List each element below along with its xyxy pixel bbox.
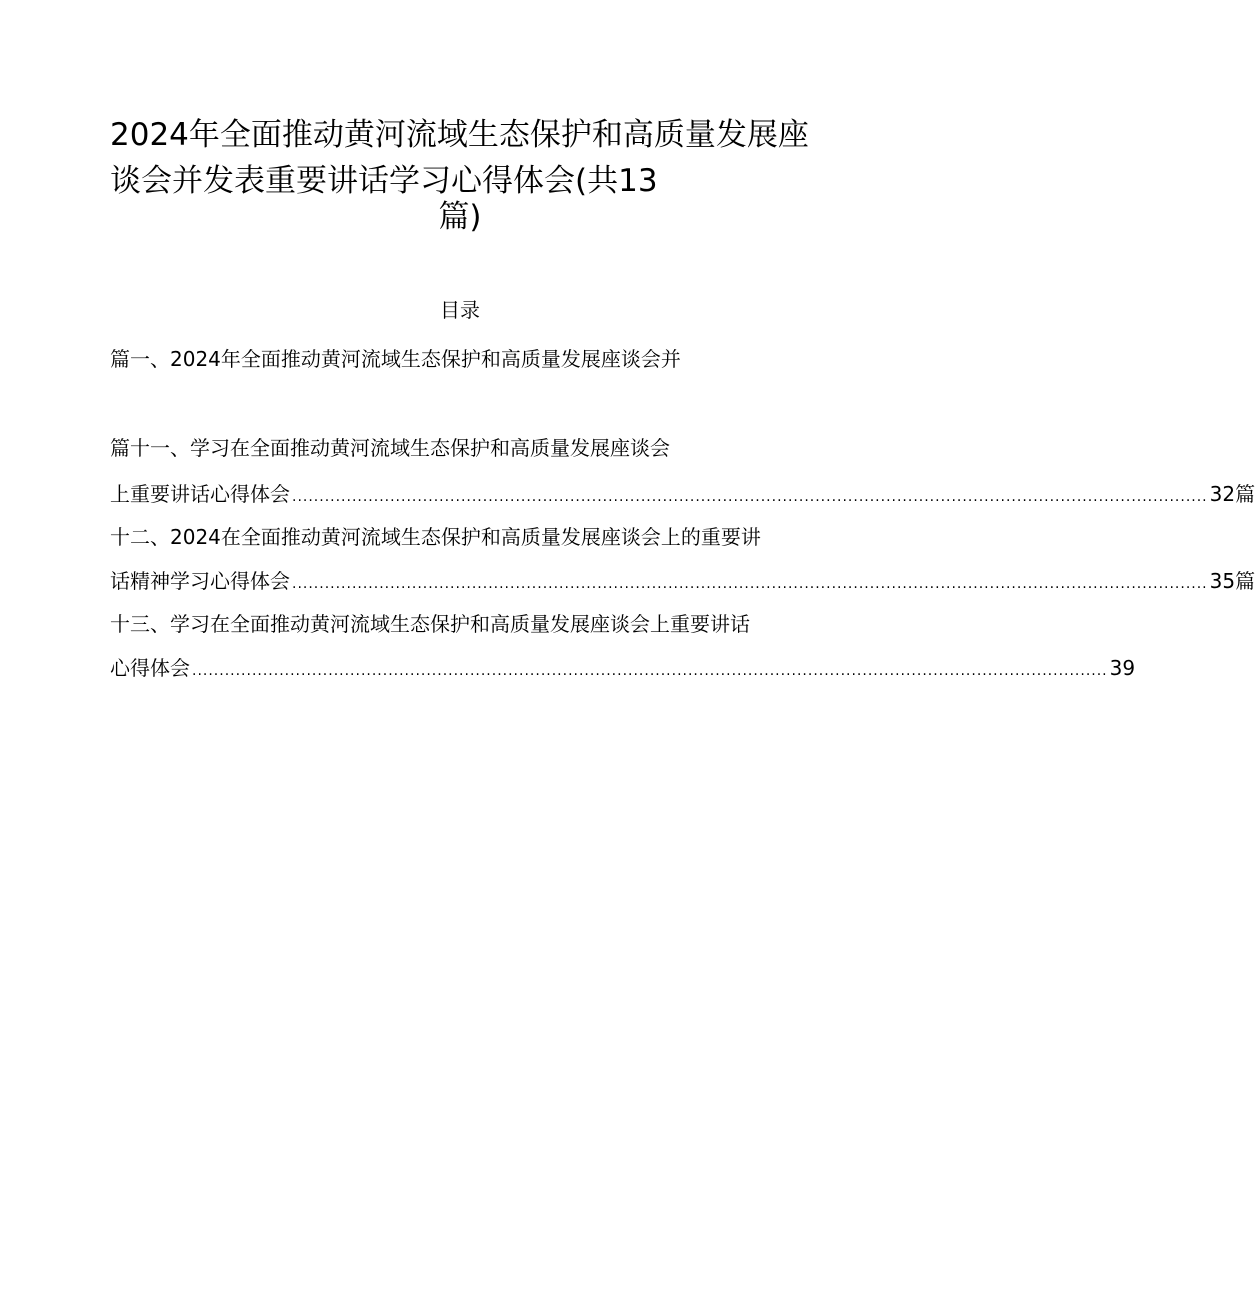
toc-entry[interactable]: [110, 609, 842, 639]
toc-leader-dots: ........................................................................................................................................................................: [292, 489, 1208, 505]
toc-entry-text: 篇一、2024年全面推动黄河流域生态保护和高质量发展座谈会并: [110, 347, 681, 371]
toc-leader-dots: ........................................................................................................................................................................: [292, 576, 1208, 592]
toc-entry[interactable]: [110, 479, 1255, 512]
toc-heading: 目录: [440, 298, 480, 322]
toc-entry[interactable]: [110, 566, 1255, 599]
document-title-line-3: 篇): [438, 199, 482, 235]
toc-entry-text: 篇十一、学习在全面推动黄河流域生态保护和高质量发展座谈会: [110, 436, 670, 460]
toc-entry-text: 上重要讲话心得体会: [110, 482, 290, 506]
document-title-line-2: 谈会并发表重要讲话学习心得体会(共13: [110, 163, 658, 199]
toc-entry-page: 32篇: [1209, 482, 1255, 506]
toc-entry-text: 话精神学习心得体会: [110, 569, 290, 593]
toc-entry[interactable]: [110, 522, 842, 552]
toc-entry[interactable]: [110, 653, 1136, 686]
document-title-line-1: 2024年全面推动黄河流域生态保护和高质量发展座: [110, 117, 809, 153]
toc-entry-text: 十三、学习在全面推动黄河流域生态保护和高质量发展座谈会上重要讲话: [110, 612, 750, 636]
toc-entry-text: 心得体会: [110, 656, 190, 680]
toc-leader-dots: ........................................................................................................................................................................: [192, 663, 1108, 679]
toc-entry[interactable]: [110, 433, 842, 463]
toc-entry-page: 35篇: [1209, 569, 1255, 593]
toc-entry-page: 39: [1109, 656, 1136, 680]
toc-entry[interactable]: [110, 344, 842, 374]
toc-entry-text: 十二、2024在全面推动黄河流域生态保护和高质量发展座谈会上的重要讲: [110, 525, 761, 549]
